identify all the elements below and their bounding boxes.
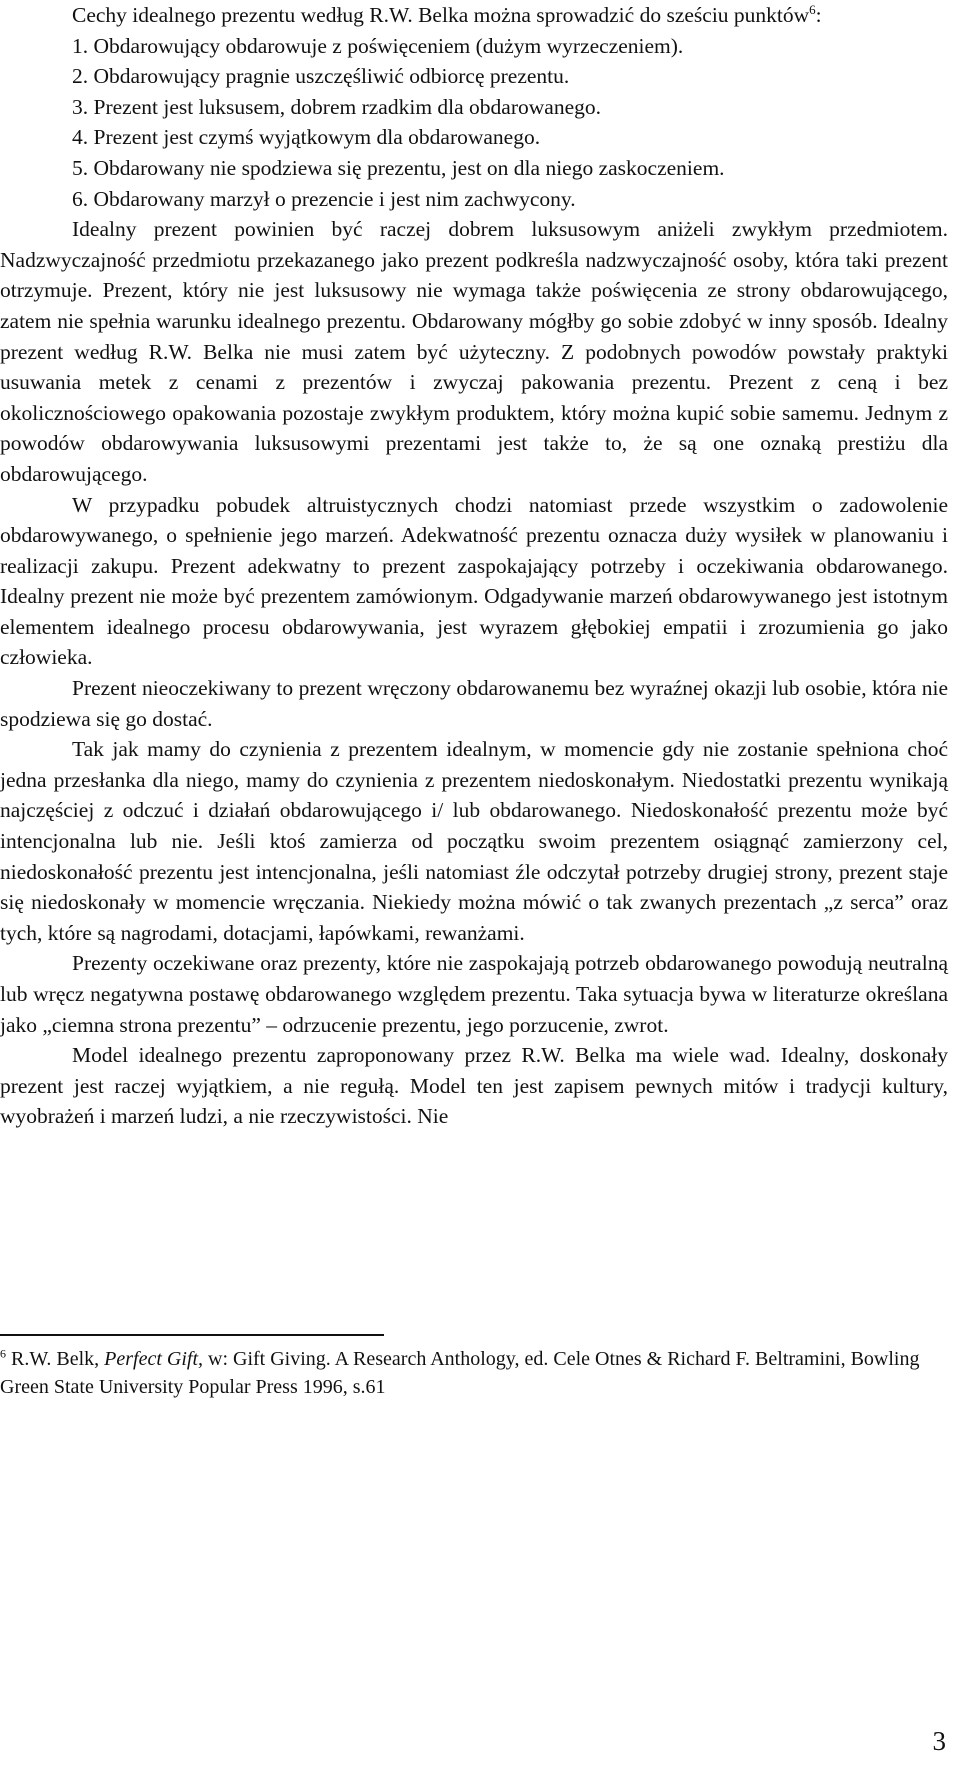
body-paragraph: W przypadku pobudek altruistycznych chodzi natomiast przede wszystkim o zadowolenie obdarowywanego, o spełnienie jego marzeń. Adekwatność prezentu oznacza duży wysiłek w planowaniu i realizacji zakupu. Prezent adekwatny to prezent zaspokajający potrzeby i oczekiwania obdarowanego. Idealny prezent nie może być prezentem zamówionym. Odgadywanie marzeń obdarowywanego jest istotnym elementem idealnego procesu obdarowywania, jest wyrazem głębokiej empatii i zrozumienia go jako człowieka. (0, 492, 948, 670)
criteria-item: 1. Obdarowujący obdarowuje z poświęceniem (dużym wyrzeczeniem). (72, 33, 684, 58)
footnote-author: R.W. Belk, (6, 1348, 105, 1370)
intro-suffix: : (815, 3, 822, 27)
intro-text: Cechy idealnego prezentu według R.W. Belka można sprowadzić do sześciu punktów (72, 3, 810, 27)
criteria-item: 5. Obdarowany nie spodziewa się prezentu, jest on dla niego zaskoczeniem. (72, 155, 725, 180)
footnote-marker: 6 (0, 1346, 6, 1361)
body-paragraph: Prezenty oczekiwane oraz prezenty, które nie zaspokajają potrzeb obdarowanego powodują neutralną lub wręcz negatywna postawę obdarowanego względem prezentu. Taka sytuacja bywa w literaturze określana jako „ciemna strona prezentu” – odrzucenie prezentu, jego porzucenie, zwrot. (0, 951, 948, 1037)
criteria-item: 6. Obdarowany marzył o prezencie i jest nim zachwycony. (72, 186, 576, 211)
intro-paragraph (0, 0, 948, 31)
criteria-list (0, 31, 948, 215)
footnote-reference: 6 (809, 1, 816, 17)
criteria-item: 3. Prezent jest luksusem, dobrem rzadkim dla obdarowanego. (72, 94, 601, 119)
body-paragraph: Tak jak mamy do czynienia z prezentem idealnym, w momencie gdy nie zostanie spełniona choć jedna przesłanka dla niego, mamy do czynienia z prezentem niedoskonałym. Niedostatki prezentu wynikają najczęściej z odczuć i działań obdarowującego i/ lub obdarowanego. Niedoskonałość prezentu może być intencjonalna lub nie. Jeśli ktoś zamierza od początku swoim prezentem osiągnąć zamierzony cel, niedoskonałość prezentu jest intencjonalna, jeśli natomiast źle odczytał potrzeby drugiej strony, prezent staje się niedoskonały w momencie wręczania. Niekiedy można mówić o tak zwanych prezentach „z serca” oraz tych, które są nagrodami, dotacjami, łapówkami, rewanżami. (0, 737, 948, 945)
body-paragraph: Idealny prezent powinien być raczej dobrem luksusowym aniżeli zwykłym przedmiotem. Nadzwyczajność przedmiotu przekazanego jako prezent podkreśla nadzwyczajność osoby, która taki prezent otrzymuje. Prezent, który nie jest luksusowy nie wymaga także poświęcenia ze strony obdarowującego, zatem nie spełnia warunku idealnego prezentu. Obdarowany mógłby go sobie zdobyć w inny sposób. Idealny prezent według R.W. Belka nie musi zatem być użyteczny. Z podobnych powodów powstały praktyki usuwania metek z cenami z prezentów i zwyczaj pakowania prezentu. Prezent z ceną i bez okolicznościowego opakowania pozostaje zwykłym produktem, który można kupić sobie samemu. Jednym z powodów obdarowywania luksusowymi prezentami jest także to, że są one oznaką prestiżu dla obdarowującego. (0, 217, 948, 486)
page-number: 3 (932, 1726, 946, 1756)
criteria-item: 4. Prezent jest czymś wyjątkowym dla obdarowanego. (72, 125, 541, 150)
footnote-divider (0, 1334, 384, 1336)
criteria-item: 2. Obdarowujący pragnie uszczęśliwić odbiorcę prezentu. (72, 64, 570, 89)
footnote (0, 1345, 948, 1401)
footnote-details: w: Gift Giving. A Research Anthology, ed. Cele Otnes & Richard F. Beltramini, Bowling Green State University Popular Press 1996, s.61 (0, 1348, 920, 1398)
body-paragraph: Prezent nieoczekiwany to prezent wręczony obdarowanemu bez wyraźnej okazji lub osobie, która nie spodziewa się go dostać. (0, 676, 948, 731)
body-paragraph: Model idealnego prezentu zaproponowany przez R.W. Belka ma wiele wad. Idealny, doskonały prezent jest raczej wyjątkiem, a nie regułą. Model ten jest zapisem pewnych mitów i tradycji kultury, wyobrażeń i marzeń ludzi, a nie rzeczywistości. Nie (0, 1043, 948, 1129)
footnote-title: Perfect Gift, (104, 1348, 204, 1370)
